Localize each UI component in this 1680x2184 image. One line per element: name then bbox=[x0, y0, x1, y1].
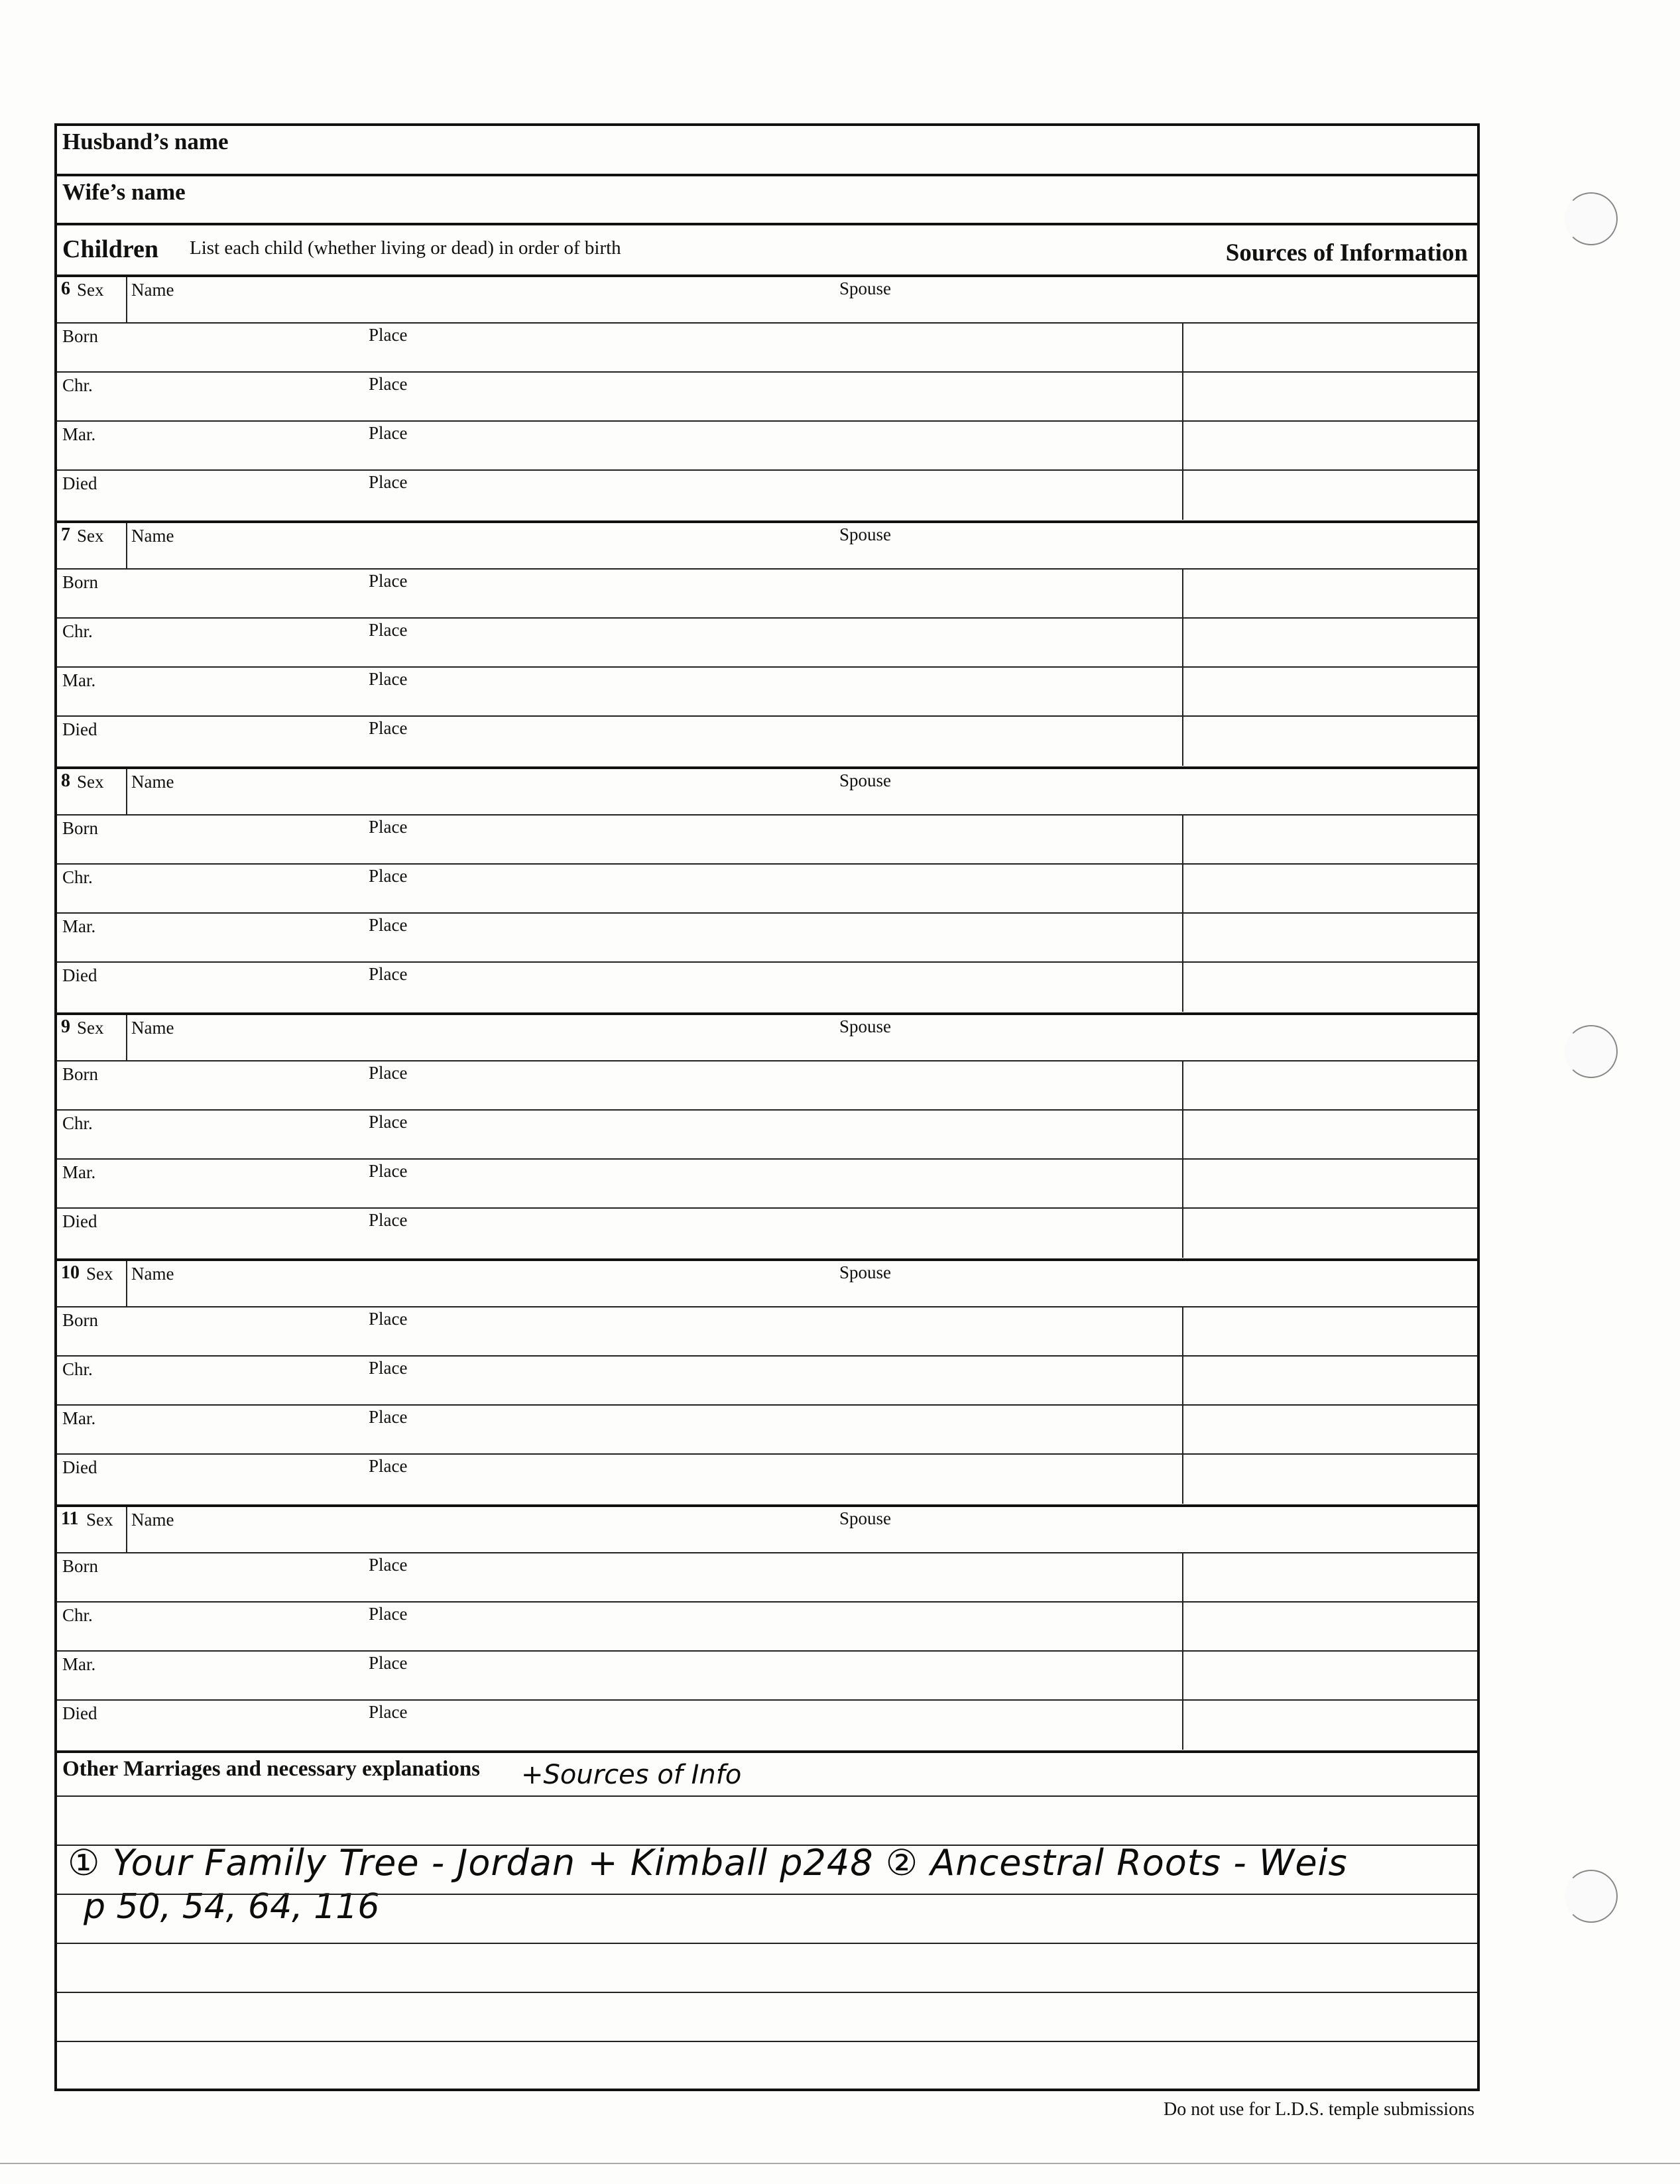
source-cell bbox=[1182, 570, 1477, 617]
child-number: 7 bbox=[61, 524, 70, 545]
event-label: Mar. bbox=[62, 916, 96, 936]
event-row bbox=[57, 816, 1477, 865]
child-number: 11 bbox=[61, 1508, 79, 1529]
place-label: Place bbox=[369, 964, 408, 984]
other-marriages-section bbox=[57, 1750, 1477, 2091]
sex-box bbox=[57, 1261, 127, 1306]
event-label: Died bbox=[62, 1703, 97, 1723]
source-cell bbox=[1182, 373, 1477, 420]
handwritten-line: p 50, 54, 64, 116 bbox=[84, 1887, 380, 1927]
writing-line bbox=[57, 1845, 1477, 1846]
event-row bbox=[57, 1406, 1477, 1455]
place-label: Place bbox=[369, 620, 408, 640]
event-row bbox=[57, 717, 1477, 766]
spouse-label: Spouse bbox=[839, 1262, 892, 1282]
spouse-label: Spouse bbox=[839, 524, 892, 544]
sex-label: Sex bbox=[77, 772, 104, 792]
child-block bbox=[57, 523, 1477, 769]
name-label: Name bbox=[131, 1018, 174, 1038]
writing-line bbox=[57, 1795, 1477, 1797]
source-cell bbox=[1182, 1160, 1477, 1207]
place-label: Place bbox=[369, 1555, 408, 1575]
event-label: Mar. bbox=[62, 424, 96, 444]
child-block bbox=[57, 769, 1477, 1015]
place-label: Place bbox=[369, 1604, 408, 1624]
source-cell bbox=[1182, 1209, 1477, 1258]
event-row bbox=[57, 1553, 1477, 1603]
name-label: Name bbox=[131, 1510, 174, 1530]
sex-label: Sex bbox=[86, 1264, 113, 1284]
family-group-record-form bbox=[54, 123, 1480, 2091]
source-cell bbox=[1182, 1701, 1477, 1750]
place-label: Place bbox=[369, 1407, 408, 1427]
event-label: Born bbox=[62, 1556, 98, 1576]
source-cell bbox=[1182, 1652, 1477, 1699]
wife-label: Wife’s name bbox=[62, 179, 186, 205]
child-name-row bbox=[57, 1015, 1477, 1062]
child-name-row bbox=[57, 769, 1477, 816]
event-label: Mar. bbox=[62, 670, 96, 690]
event-row bbox=[57, 619, 1477, 668]
event-label: Mar. bbox=[62, 1408, 96, 1428]
place-label: Place bbox=[369, 1653, 408, 1673]
name-label: Name bbox=[131, 280, 174, 300]
sex-box bbox=[57, 523, 127, 568]
source-cell bbox=[1182, 963, 1477, 1012]
event-label: Died bbox=[62, 1211, 97, 1231]
handwritten-line: ① Your Family Tree - Jordan + Kimball p248 ② Ancestral Roots - Weis bbox=[68, 1842, 1348, 1884]
event-label: Died bbox=[62, 473, 97, 493]
sex-label: Sex bbox=[77, 526, 104, 546]
place-label: Place bbox=[369, 718, 408, 738]
source-cell bbox=[1182, 1406, 1477, 1453]
place-label: Place bbox=[369, 472, 408, 492]
handwritten-label-addition: +Sources of Info bbox=[521, 1760, 742, 1790]
place-label: Place bbox=[369, 669, 408, 689]
place-label: Place bbox=[369, 1063, 408, 1083]
other-marriages-label: Other Marriages and necessary explanations bbox=[62, 1757, 481, 1781]
sex-box bbox=[57, 1507, 127, 1552]
writing-line bbox=[57, 1894, 1477, 1895]
event-row bbox=[57, 1209, 1477, 1258]
event-label: Chr. bbox=[62, 1359, 93, 1379]
source-cell bbox=[1182, 1111, 1477, 1158]
event-label: Born bbox=[62, 818, 98, 838]
source-cell bbox=[1182, 1603, 1477, 1650]
sex-box bbox=[57, 769, 127, 814]
event-label: Chr. bbox=[62, 1605, 93, 1625]
name-label: Name bbox=[131, 1264, 174, 1284]
place-label: Place bbox=[369, 817, 408, 837]
children-header bbox=[57, 225, 1477, 277]
footer-note: Do not use for L.D.S. temple submissions bbox=[1164, 2099, 1474, 2120]
child-name-row bbox=[57, 277, 1477, 324]
place-label: Place bbox=[369, 866, 408, 886]
event-row bbox=[57, 865, 1477, 914]
writing-line bbox=[57, 1992, 1477, 1993]
source-cell bbox=[1182, 1553, 1477, 1601]
event-label: Mar. bbox=[62, 1162, 96, 1182]
event-label: Died bbox=[62, 965, 97, 985]
child-number: 8 bbox=[61, 770, 70, 791]
event-row bbox=[57, 668, 1477, 717]
event-row bbox=[57, 422, 1477, 471]
child-number: 10 bbox=[61, 1262, 80, 1283]
husband-label: Husband’s name bbox=[62, 129, 229, 154]
event-row bbox=[57, 914, 1477, 963]
place-label: Place bbox=[369, 1702, 408, 1722]
event-row bbox=[57, 1603, 1477, 1652]
child-name-row bbox=[57, 1507, 1477, 1553]
source-cell bbox=[1182, 619, 1477, 666]
binder-hole bbox=[1565, 1025, 1618, 1078]
spouse-label: Spouse bbox=[839, 278, 892, 298]
place-label: Place bbox=[369, 571, 408, 591]
event-label: Born bbox=[62, 326, 98, 346]
source-cell bbox=[1182, 865, 1477, 912]
source-cell bbox=[1182, 816, 1477, 863]
event-row bbox=[57, 1357, 1477, 1406]
event-row bbox=[57, 1307, 1477, 1357]
event-row bbox=[57, 1701, 1477, 1750]
event-label: Died bbox=[62, 1457, 97, 1477]
event-label: Chr. bbox=[62, 1113, 93, 1133]
event-label: Chr. bbox=[62, 867, 93, 887]
child-name-row bbox=[57, 1261, 1477, 1307]
sex-label: Sex bbox=[77, 280, 104, 300]
place-label: Place bbox=[369, 1309, 408, 1329]
child-number: 6 bbox=[61, 278, 70, 299]
writing-line bbox=[57, 1943, 1477, 1944]
place-label: Place bbox=[369, 915, 408, 935]
child-number: 9 bbox=[61, 1016, 70, 1037]
children-label: Children bbox=[62, 235, 159, 263]
child-block bbox=[57, 277, 1477, 523]
child-block bbox=[57, 1507, 1477, 1753]
event-row bbox=[57, 1062, 1477, 1111]
event-row bbox=[57, 1160, 1477, 1209]
child-block bbox=[57, 1261, 1477, 1507]
source-cell bbox=[1182, 668, 1477, 715]
source-cell bbox=[1182, 1062, 1477, 1109]
event-label: Mar. bbox=[62, 1654, 96, 1674]
event-row bbox=[57, 373, 1477, 422]
wife-row bbox=[57, 176, 1477, 225]
sex-box bbox=[57, 277, 127, 322]
sex-label: Sex bbox=[86, 1510, 113, 1530]
source-cell bbox=[1182, 422, 1477, 469]
event-row bbox=[57, 1455, 1477, 1504]
binder-hole bbox=[1565, 192, 1618, 245]
event-row bbox=[57, 1652, 1477, 1701]
place-label: Place bbox=[369, 1161, 408, 1181]
name-label: Name bbox=[131, 526, 174, 546]
source-cell bbox=[1182, 717, 1477, 766]
source-cell bbox=[1182, 914, 1477, 961]
source-cell bbox=[1182, 471, 1477, 520]
event-label: Born bbox=[62, 1310, 98, 1330]
sex-box bbox=[57, 1015, 127, 1060]
source-cell bbox=[1182, 1455, 1477, 1504]
event-row bbox=[57, 570, 1477, 619]
event-label: Born bbox=[62, 1064, 98, 1084]
event-row bbox=[57, 324, 1477, 373]
place-label: Place bbox=[369, 1210, 408, 1230]
source-cell bbox=[1182, 1307, 1477, 1355]
place-label: Place bbox=[369, 1358, 408, 1378]
event-label: Chr. bbox=[62, 621, 93, 641]
binder-hole bbox=[1565, 1870, 1618, 1923]
event-row bbox=[57, 1111, 1477, 1160]
child-name-row bbox=[57, 523, 1477, 570]
place-label: Place bbox=[369, 1112, 408, 1132]
event-label: Chr. bbox=[62, 375, 93, 395]
place-label: Place bbox=[369, 374, 408, 394]
place-label: Place bbox=[369, 423, 408, 443]
place-label: Place bbox=[369, 1456, 408, 1476]
event-label: Born bbox=[62, 572, 98, 592]
page-edge bbox=[0, 2163, 1680, 2164]
children-instruction: List each child (whether living or dead) in order of birth bbox=[190, 237, 621, 259]
spouse-label: Spouse bbox=[839, 1508, 892, 1528]
spouse-label: Spouse bbox=[839, 1016, 892, 1036]
sex-label: Sex bbox=[77, 1018, 104, 1038]
name-label: Name bbox=[131, 772, 174, 792]
source-cell bbox=[1182, 324, 1477, 371]
source-cell bbox=[1182, 1357, 1477, 1404]
sources-label: Sources of Information bbox=[1225, 239, 1468, 267]
place-label: Place bbox=[369, 325, 408, 345]
husband-row bbox=[57, 126, 1477, 176]
event-label: Died bbox=[62, 719, 97, 739]
spouse-label: Spouse bbox=[839, 770, 892, 790]
event-row bbox=[57, 471, 1477, 520]
writing-line bbox=[57, 2041, 1477, 2042]
event-row bbox=[57, 963, 1477, 1012]
child-block bbox=[57, 1015, 1477, 1261]
